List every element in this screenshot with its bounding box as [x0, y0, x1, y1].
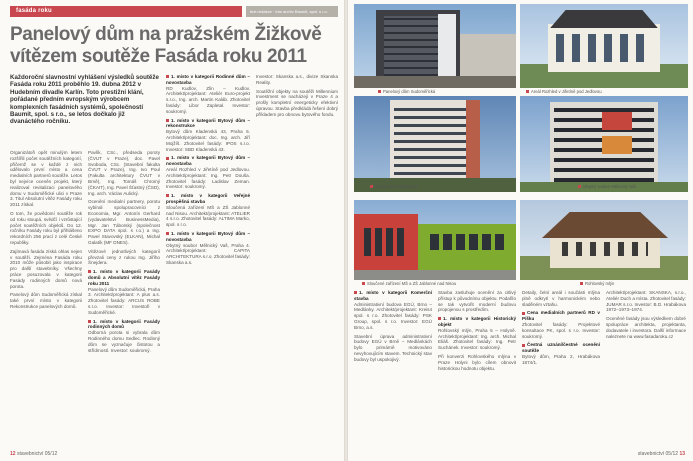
winner-body: Bytový dům Kladenská 43, Praha 6. Architekt/projektant: doc. Ing. arch. Jiří Mojžíš. Zhotovitel fasády: IPOS s.r.o. Investor: SBD Kladenská 43. [166, 129, 250, 152]
photo-credit: text redakce · foto archiv Baumit, spol. s r.o. [246, 6, 338, 17]
bullet-square-icon [580, 282, 583, 285]
photo-caption: Sloučené zařízení MŠ a ZŠ Jablonné nad Nisou [362, 281, 456, 286]
winner-title: 1. místo v kategorii Bytový dům – novostavba [166, 155, 250, 167]
winner-body: Administrativní budova EGÚ, Brno – Medlánky. Architekt/projektant: Kreis4 spol. s r.o. Zhotovitel fasády: PSK Group, spol. s r.o. Investor: EGÚ Brno, a.s. [354, 301, 432, 330]
winner-title: 1. místo v kategorii Veřejné prospěšná stavba [166, 193, 250, 204]
winner-block [354, 290, 432, 331]
photo-kladenska [354, 96, 516, 192]
winner-title: 1. místo v kategorii Fasády domů a Absolutní vítěz Fasády roku 2011 [88, 269, 160, 286]
bullet-square-icon [362, 282, 365, 285]
paragraph: Detaily, čelní areál i součásti mlýna plně odkrytí v harmonickém nebo sladěném vztahu. [522, 290, 600, 307]
bullet-square-icon [354, 291, 357, 294]
winner-title: 1. místo v kategorii Fasády rodinných domů [88, 318, 160, 330]
winner-body: Rohlovský mlýn, Praha 5 – Holyně. Architekt/projektant: Ing. arch. Michal Eliáš. Zhotovitel fasády: Ing. Petr Suchánek. Investor: soukromý. [438, 327, 516, 351]
winner-title: Čestná uznání/čestné ocenění soutěže [522, 342, 600, 354]
bullet-square-icon [522, 344, 525, 347]
winner-title: 1. místo v kategorii Historický objekt [438, 316, 516, 327]
article-column-2 [88, 150, 160, 356]
winner-block [166, 231, 250, 266]
winner-block [522, 342, 600, 365]
bullet-square-icon [578, 185, 581, 188]
magazine-issue: stavebnictví 05/12 [16, 451, 58, 457]
page-number: 13 [679, 451, 685, 457]
winner-block [166, 193, 250, 228]
paragraph: Architekt/projektant: SKANSKA, s.r.o., Ateliér Duch a místa. Zhotovitel fasády: JUMAR s.r.o. Investor: B.D. Hrabákova 1972–1973–1974. [606, 290, 686, 313]
winner-block [166, 74, 250, 115]
bullet-square-icon [526, 90, 529, 93]
photo-caption: Rohlovský mlýn [580, 281, 614, 286]
bullet-square-icon [166, 194, 169, 197]
paragraph: O tom, že povědomí soutěže rok od roku stoupá, svědčí i vzrůstající počet soutěžních objektů. Do 12. ročníku Fasády roku byl přihlášeno rekordních 256 prací z celé České republiky. [10, 210, 82, 245]
paragraph: Stavební úprava administrativní budovy EGÚ v Brně – Medlánkách bylo primárně motivováno nevyhovujícím stavem. Technický stav budovy byl uspokojivý. [354, 333, 432, 362]
article-column-1 [10, 150, 82, 313]
magazine-issue: stavebnictví 05/12 [637, 451, 679, 457]
bullet-square-icon [166, 232, 169, 235]
winner-body: RD Kudlov, Zlín – Kudlov. Architekt/projektant: Ateliér Euro-projekt s.r.o., Ing. arch. Martin Kaláb. Zhotovitel fasády: Libor Zapletal. Investor: soukromý. [166, 85, 250, 114]
winner-body: Sloučená zařízení MŠ a ZŠ Jablonné nad Nisou. Architekt/projektant: ATELIER 4 s.r.o. Zhotovitel fasády: ALTIMA Marko, spol. s r.o. [166, 204, 250, 228]
left-page [0, 0, 344, 461]
bullet-square-icon [370, 185, 373, 188]
paragraph: Soutěžní objekty na soutěži Millennium Investment se nacházejí v Praze 4 a prošly kompletní energeticky efektivní úpravou. Stavba předkládá řešení dobrý příkladem pro obnovu bytového fondu. [256, 88, 338, 117]
paragraph: Organizátoři opět minulým letem rozšířili počet soutěžních kategorií, přičemž se v každé z nich udělovalo první místo a cena medialních partnerů soutěže. Letos byl nejvíce oceněn projekt, který realizoval revitalizaci panelového domu v Sudoměřické ulici v Praze 3. Titul Absolutní vítěz Fasády roku 2011 získal. [10, 150, 82, 208]
page-footer-left [10, 451, 57, 457]
photo-caption: Obytný soubor Mělnický Vaš [578, 184, 636, 189]
winner-body: Bytový dům, Praha 2, Hrabákova 1874/1. [522, 353, 600, 365]
paragraph: Pavlík, CSc., předseda poroty (ČVUT v Praze), doc. Pavel Svoboda, CSc. (Stavební fakulta ČVUT v Praze), Ing. Ivo Poul (Fakulta architektury ČVUT v Brně), Ing. Tomáš Chromý (ČKAIT), Ing. Pavel Šťastný (ČSD), Ing. arch. Václav Aulický. [88, 150, 160, 196]
photo-melnicky [520, 96, 688, 192]
bullet-square-icon [88, 270, 91, 273]
page-number: 12 [10, 451, 16, 457]
photo-caption: Bytový dům Kladenská [370, 184, 418, 189]
bullet-square-icon [378, 90, 381, 93]
section-tag: fasáda roku [10, 6, 242, 17]
winner-body: Areál Rozhled v Jiřetíně pod Jedlovou. Architekt/projektant: Ing. Petr Douša. Zhotovitel fasády: Ladislav Zeman. Investor: soukromý. [166, 166, 250, 190]
article-column-3 [166, 74, 250, 269]
right-column-2 [438, 290, 516, 374]
winner-block [88, 319, 160, 354]
winner-body: Obytný soubor Mělnický Vaš, Praha 4. Architekt/projektant: CAPITA ARCHITEKTURA s.r.o. Zhotovitel fasády: Skanska a.s. [166, 242, 250, 265]
bullet-square-icon [438, 317, 441, 320]
right-column-1 [354, 290, 432, 366]
paragraph: Vítězové jednotlivých kategorií převzali ceny z rukou Ing. Jiřího Šnejdera. [88, 248, 160, 266]
winner-block [88, 269, 160, 315]
article-column-4 [256, 74, 338, 121]
bullet-square-icon [166, 75, 169, 78]
bullet-square-icon [522, 312, 525, 315]
photo-caption: Areál Rozhled v Jiřetíně pod Jedlovou [526, 89, 602, 94]
bullet-square-icon [166, 157, 169, 160]
winner-title: Cena medialních partnerů RD v Píšku [522, 310, 600, 322]
right-column-3 [522, 290, 600, 369]
paragraph: Investor: Skanska a.s., divize Skanska Reality. [256, 74, 338, 85]
bullet-square-icon [88, 320, 91, 323]
winner-body: Zhotovitel fasády: Projektové konsultace PK, spol. s r.o. Investor: soukromý. [522, 321, 600, 339]
lede: Každoroční slavnostní vyhlášení výsledků soutěže Fasáda roku 2011 proběhlo 19. dubna 2012 v Hudebním divadle Karlín. Toto prestižní klání, pořádané předním evropským výrobcem komplexních fasádních systémů, společností Baumit, spol. s r.o., se letos dočkalo již dvanáctého ročníku. [10, 74, 159, 126]
right-column-4 [606, 290, 686, 342]
photo-jablonne [354, 200, 516, 280]
winner-body: Panelový dům Sudoměřická, Praha 3. Architekt/projektant: A plus a.s. Zhotovitel fasády: ARCUS ROBE s.r.o. Investor: Investoři v Sudoměřické. [88, 286, 161, 315]
photo-rohlovsky-mlyn [520, 200, 688, 280]
page-footer-right [638, 451, 685, 457]
paragraph: Ocenění medialní partnery, porotu vybírali spolupracovníci z Economia, Mgr. Antonín Gerhard (vydavatelství BusinessMedia), Mgr. Jan Táborský (společnost EXPO DATA spol. s r.o.) a Ing. Pavel Stavovský (ELKAN), Michal Galatík (MF DNES). [88, 199, 160, 245]
bullet-square-icon [166, 119, 169, 122]
winner-title: 1. místo v kategorii Komerční stavba [354, 290, 432, 301]
paragraph: Při konverzi Rohlovského mlýna v Praze Holyni bylo cílem obnovit historickou hodnotu objektu. [438, 353, 516, 371]
winner-block [166, 118, 250, 153]
headline: Panelový dům na pražském Žižkově vítězem soutěže Fasáda roku 2011 [10, 24, 322, 67]
winner-block [438, 316, 516, 351]
paragraph: Stavba zasluhuje ocenění za citlivý přístup k původnímu objektu. Podařilo se tak vytvořit moderní budovu propojenou s prostředím. [438, 290, 516, 313]
right-page [348, 0, 693, 461]
winner-block [166, 155, 250, 190]
winner-title: 1. místo v kategorii Rodinné dům – novostavba [166, 74, 250, 85]
paragraph: Panelový dům Sudoměřická získal také první místo v kategorii Rekonstrukce panelových domů. [10, 292, 82, 309]
paragraph: Zajímavá fasáda získá ohlas nejen v soutěži. Zejména Fasáda roku 2010 může působit jako inspirace pro další stavebníky. Všechny práce posuzovala v kategorii Fasády rodinných domů nová porota. [10, 248, 82, 289]
winner-block [522, 310, 600, 339]
paragraph: Oceněné fasády jsou výsledkem dobré spolupráce architekta, projektanta, dodavatele i investora. Další informace naleznete na www.fasadaroku.cz [606, 316, 686, 339]
photo-sudomericka [354, 4, 516, 88]
photo-rozhled [520, 4, 688, 88]
photo-caption: Panelový dům Sudoměřická [378, 89, 435, 94]
winner-title: 1. místo v kategorii Bytový dům – rekonstrukce [166, 117, 250, 129]
winner-body: Odborná porota si vybrala dům Rodinného domu Sedlec. Rodinný dům se vyznačuje čistotou a střídmostí. Investor: soukromý. [88, 330, 160, 353]
winner-title: 1. místo v kategorii Bytový dům – novostavba [166, 230, 250, 242]
